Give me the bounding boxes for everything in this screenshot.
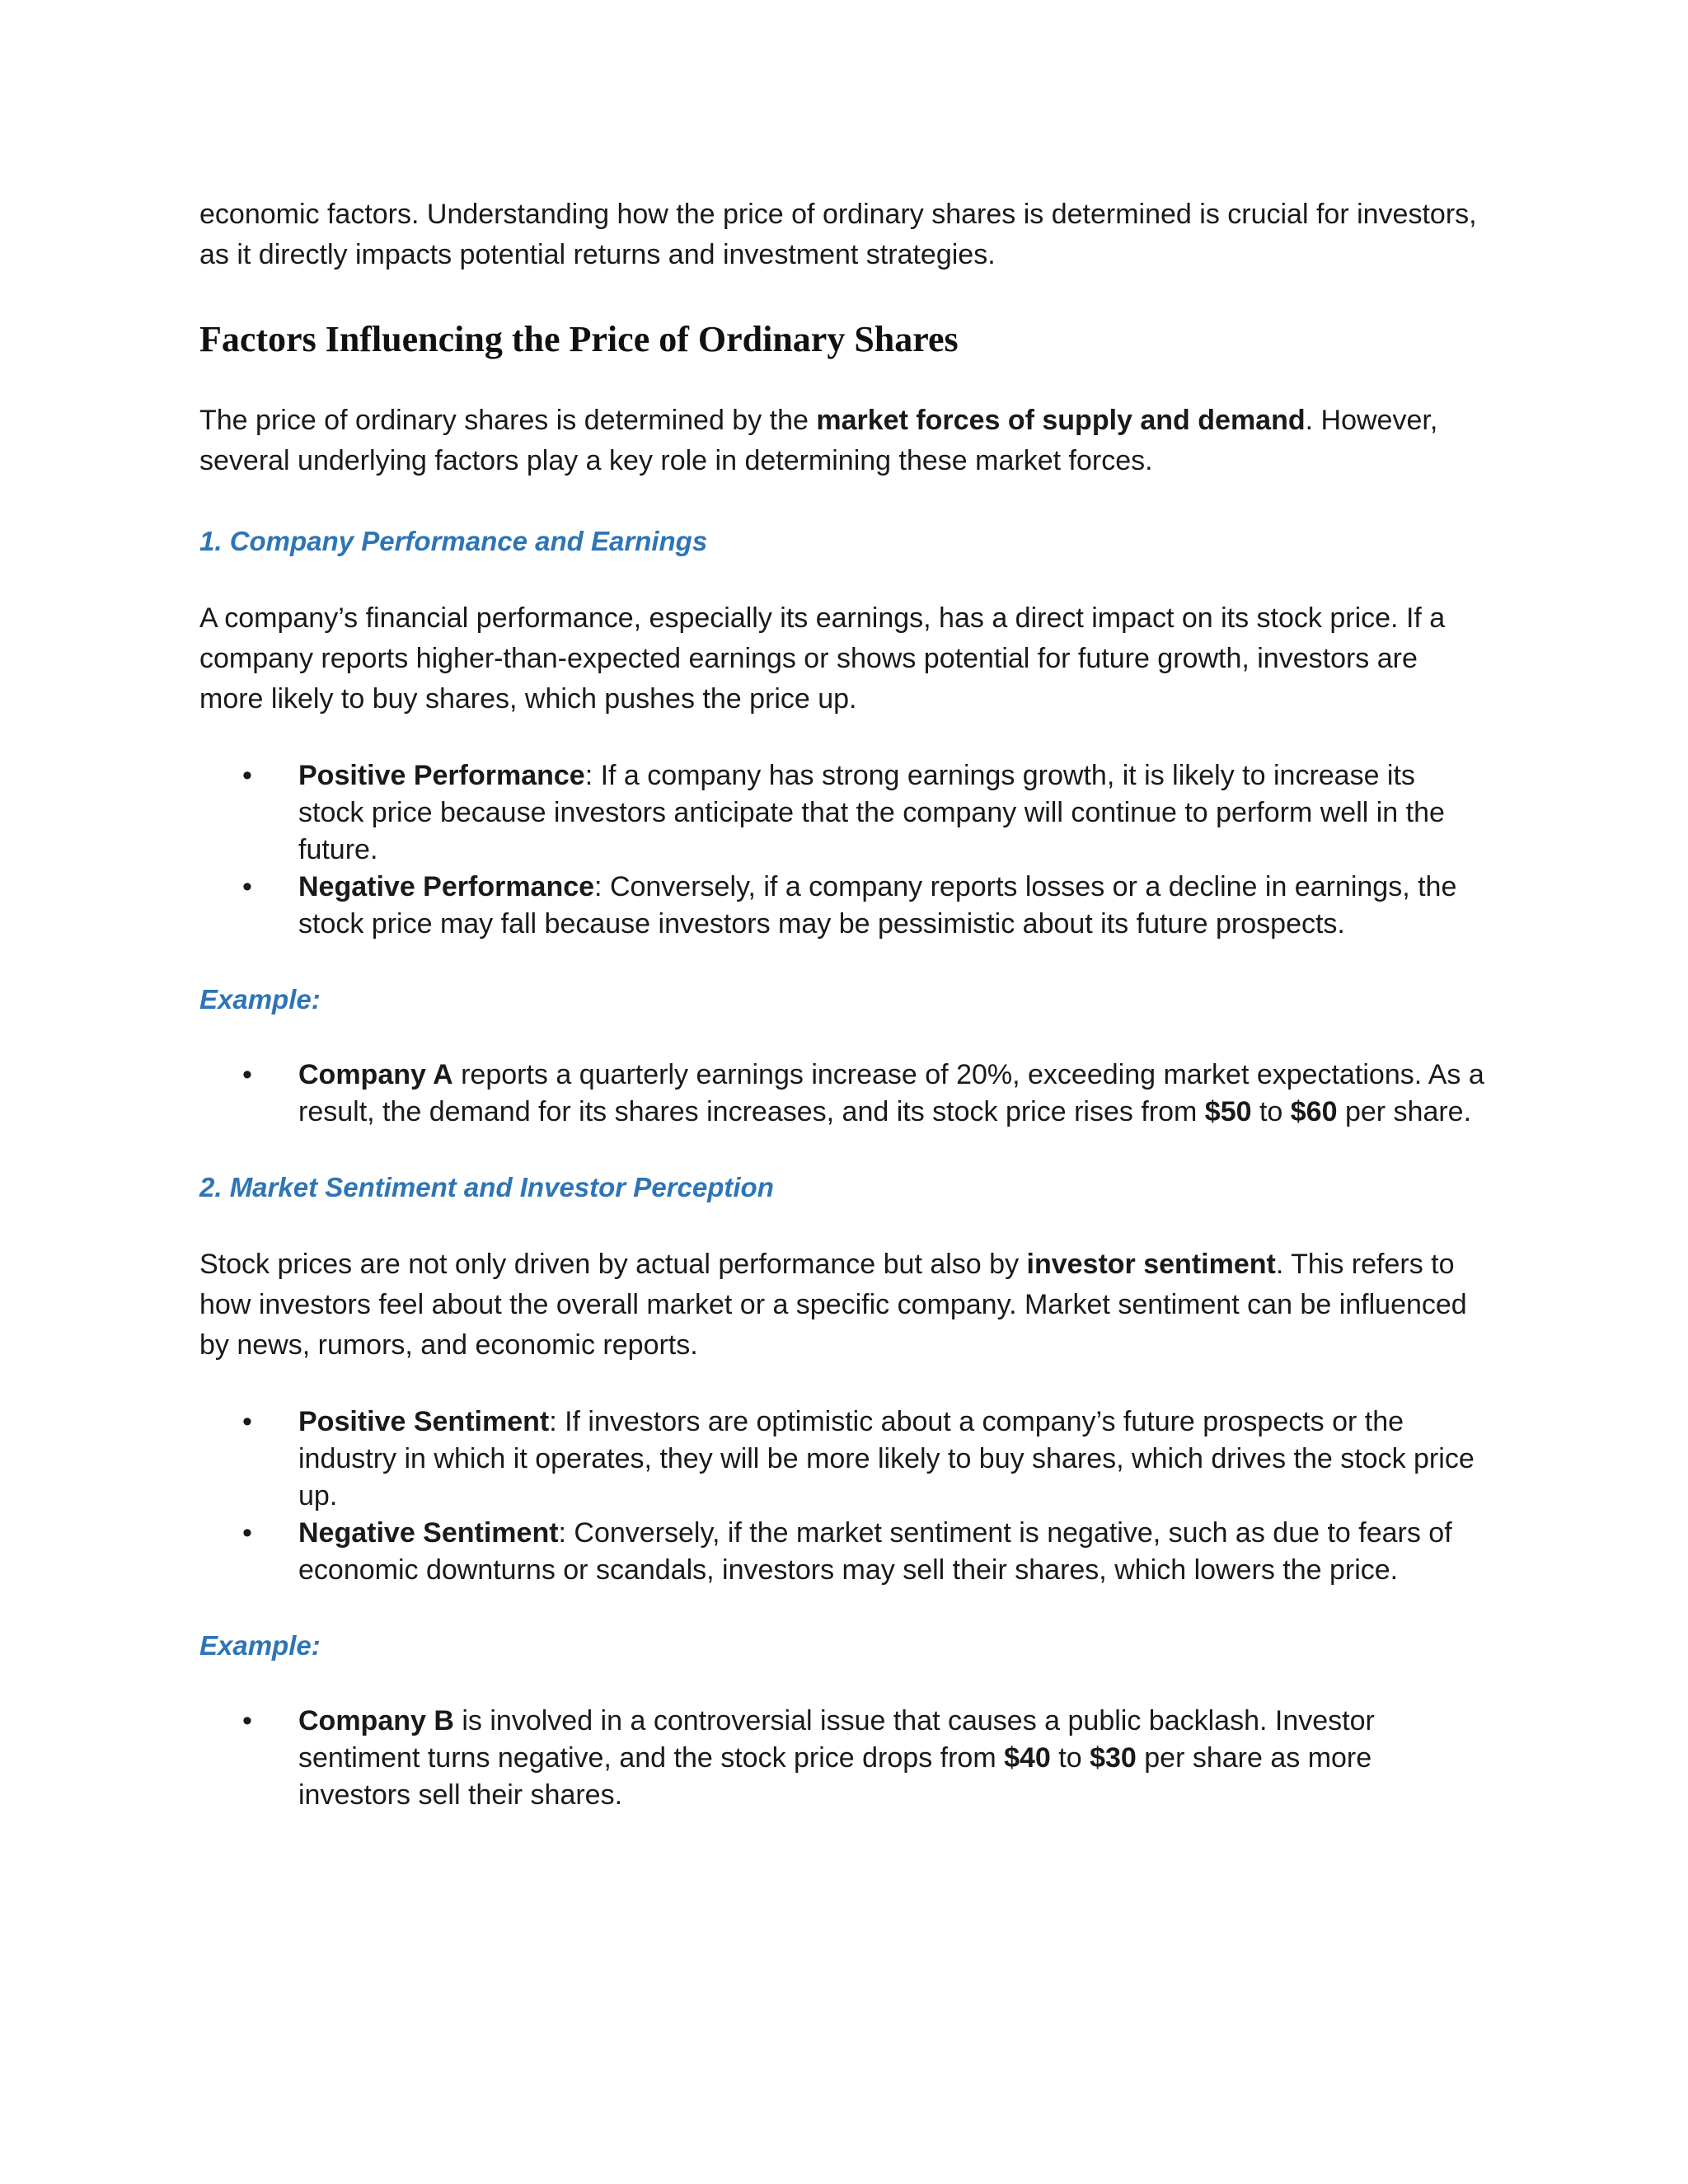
- subheading-market-sentiment: 2. Market Sentiment and Investor Perception: [199, 1172, 774, 1202]
- supply-demand-paragraph: The price of ordinary shares is determined by the market forces of supply and demand. However, several underlying factors play a key role in determining these market forces.: [199, 405, 1438, 476]
- list-item: • Company B is involved in a controversial issue that causes a public backlash. Investor sentiment turns negative, and the stock price drops from $40 to $30 per share as more investors sell their shares.: [199, 1703, 1485, 1814]
- list-item: • Company A reports a quarterly earnings increase of 20%, exceeding market expectations. As a result, the demand for its shares increases, and its stock price rises from $50 to $60 per share.: [199, 1057, 1485, 1131]
- subheading-company-performance: 1. Company Performance and Earnings: [199, 526, 708, 556]
- bullet-icon: •: [242, 871, 252, 902]
- bullet-icon: •: [242, 760, 252, 791]
- market-sentiment-paragraph: Stock prices are not only driven by actual performance but also by investor sentiment. This refers to how investors feel about the overall market or a specific company. Market sentiment can be influenced by news, rumors, and economic reports.: [199, 1249, 1467, 1361]
- example-a-list: [199, 1057, 1485, 1131]
- section-heading: Factors Influencing the Price of Ordinary Shares: [199, 319, 959, 359]
- example-label: Example:: [199, 984, 321, 1015]
- example-b-list: [199, 1703, 1485, 1814]
- sentiment-bullet-list: [199, 1404, 1485, 1589]
- list-item: • Negative Performance: Conversely, if a company reports losses or a decline in earnings, the stock price may fall because investors may be pessimistic about its future prospects.: [199, 869, 1485, 943]
- intro-paragraph: [199, 194, 1485, 275]
- intro-line-2: as it directly impacts potential returns and investment strategies.: [199, 239, 996, 270]
- list-item: • Positive Performance: If a company has strong earnings growth, it is likely to increase its stock price because investors anticipate that the company will continue to perform well in the future.: [199, 757, 1485, 869]
- intro-line-1: economic factors. Understanding how the price of ordinary shares is determined is crucial for investors,: [199, 199, 1477, 230]
- supply-demand-bold: market forces of supply and demand: [816, 405, 1306, 436]
- bullet-icon: •: [242, 1517, 252, 1549]
- example-label: Example:: [199, 1630, 321, 1661]
- document-page: [199, 194, 1485, 1814]
- list-item: • Negative Sentiment: Conversely, if the market sentiment is negative, such as due to fears of economic downturns or scandals, investors may sell their shares, which lowers the price.: [199, 1515, 1485, 1589]
- investor-sentiment-bold: investor sentiment: [1026, 1249, 1276, 1280]
- performance-bullet-list: [199, 757, 1485, 943]
- bullet-icon: •: [242, 1705, 252, 1736]
- bullet-icon: •: [242, 1406, 252, 1437]
- bullet-icon: •: [242, 1059, 252, 1090]
- company-performance-paragraph: A company’s financial performance, especially its earnings, has a direct impact on its stock price. If a company reports higher-than-expected earnings or shows potential for future growth, investors are more likely to buy shares, which pushes the price up.: [199, 602, 1446, 715]
- list-item: • Positive Sentiment: If investors are optimistic about a company’s future prospects or the industry in which it operates, they will be more likely to buy shares, which drives the stock price up.: [199, 1404, 1485, 1515]
